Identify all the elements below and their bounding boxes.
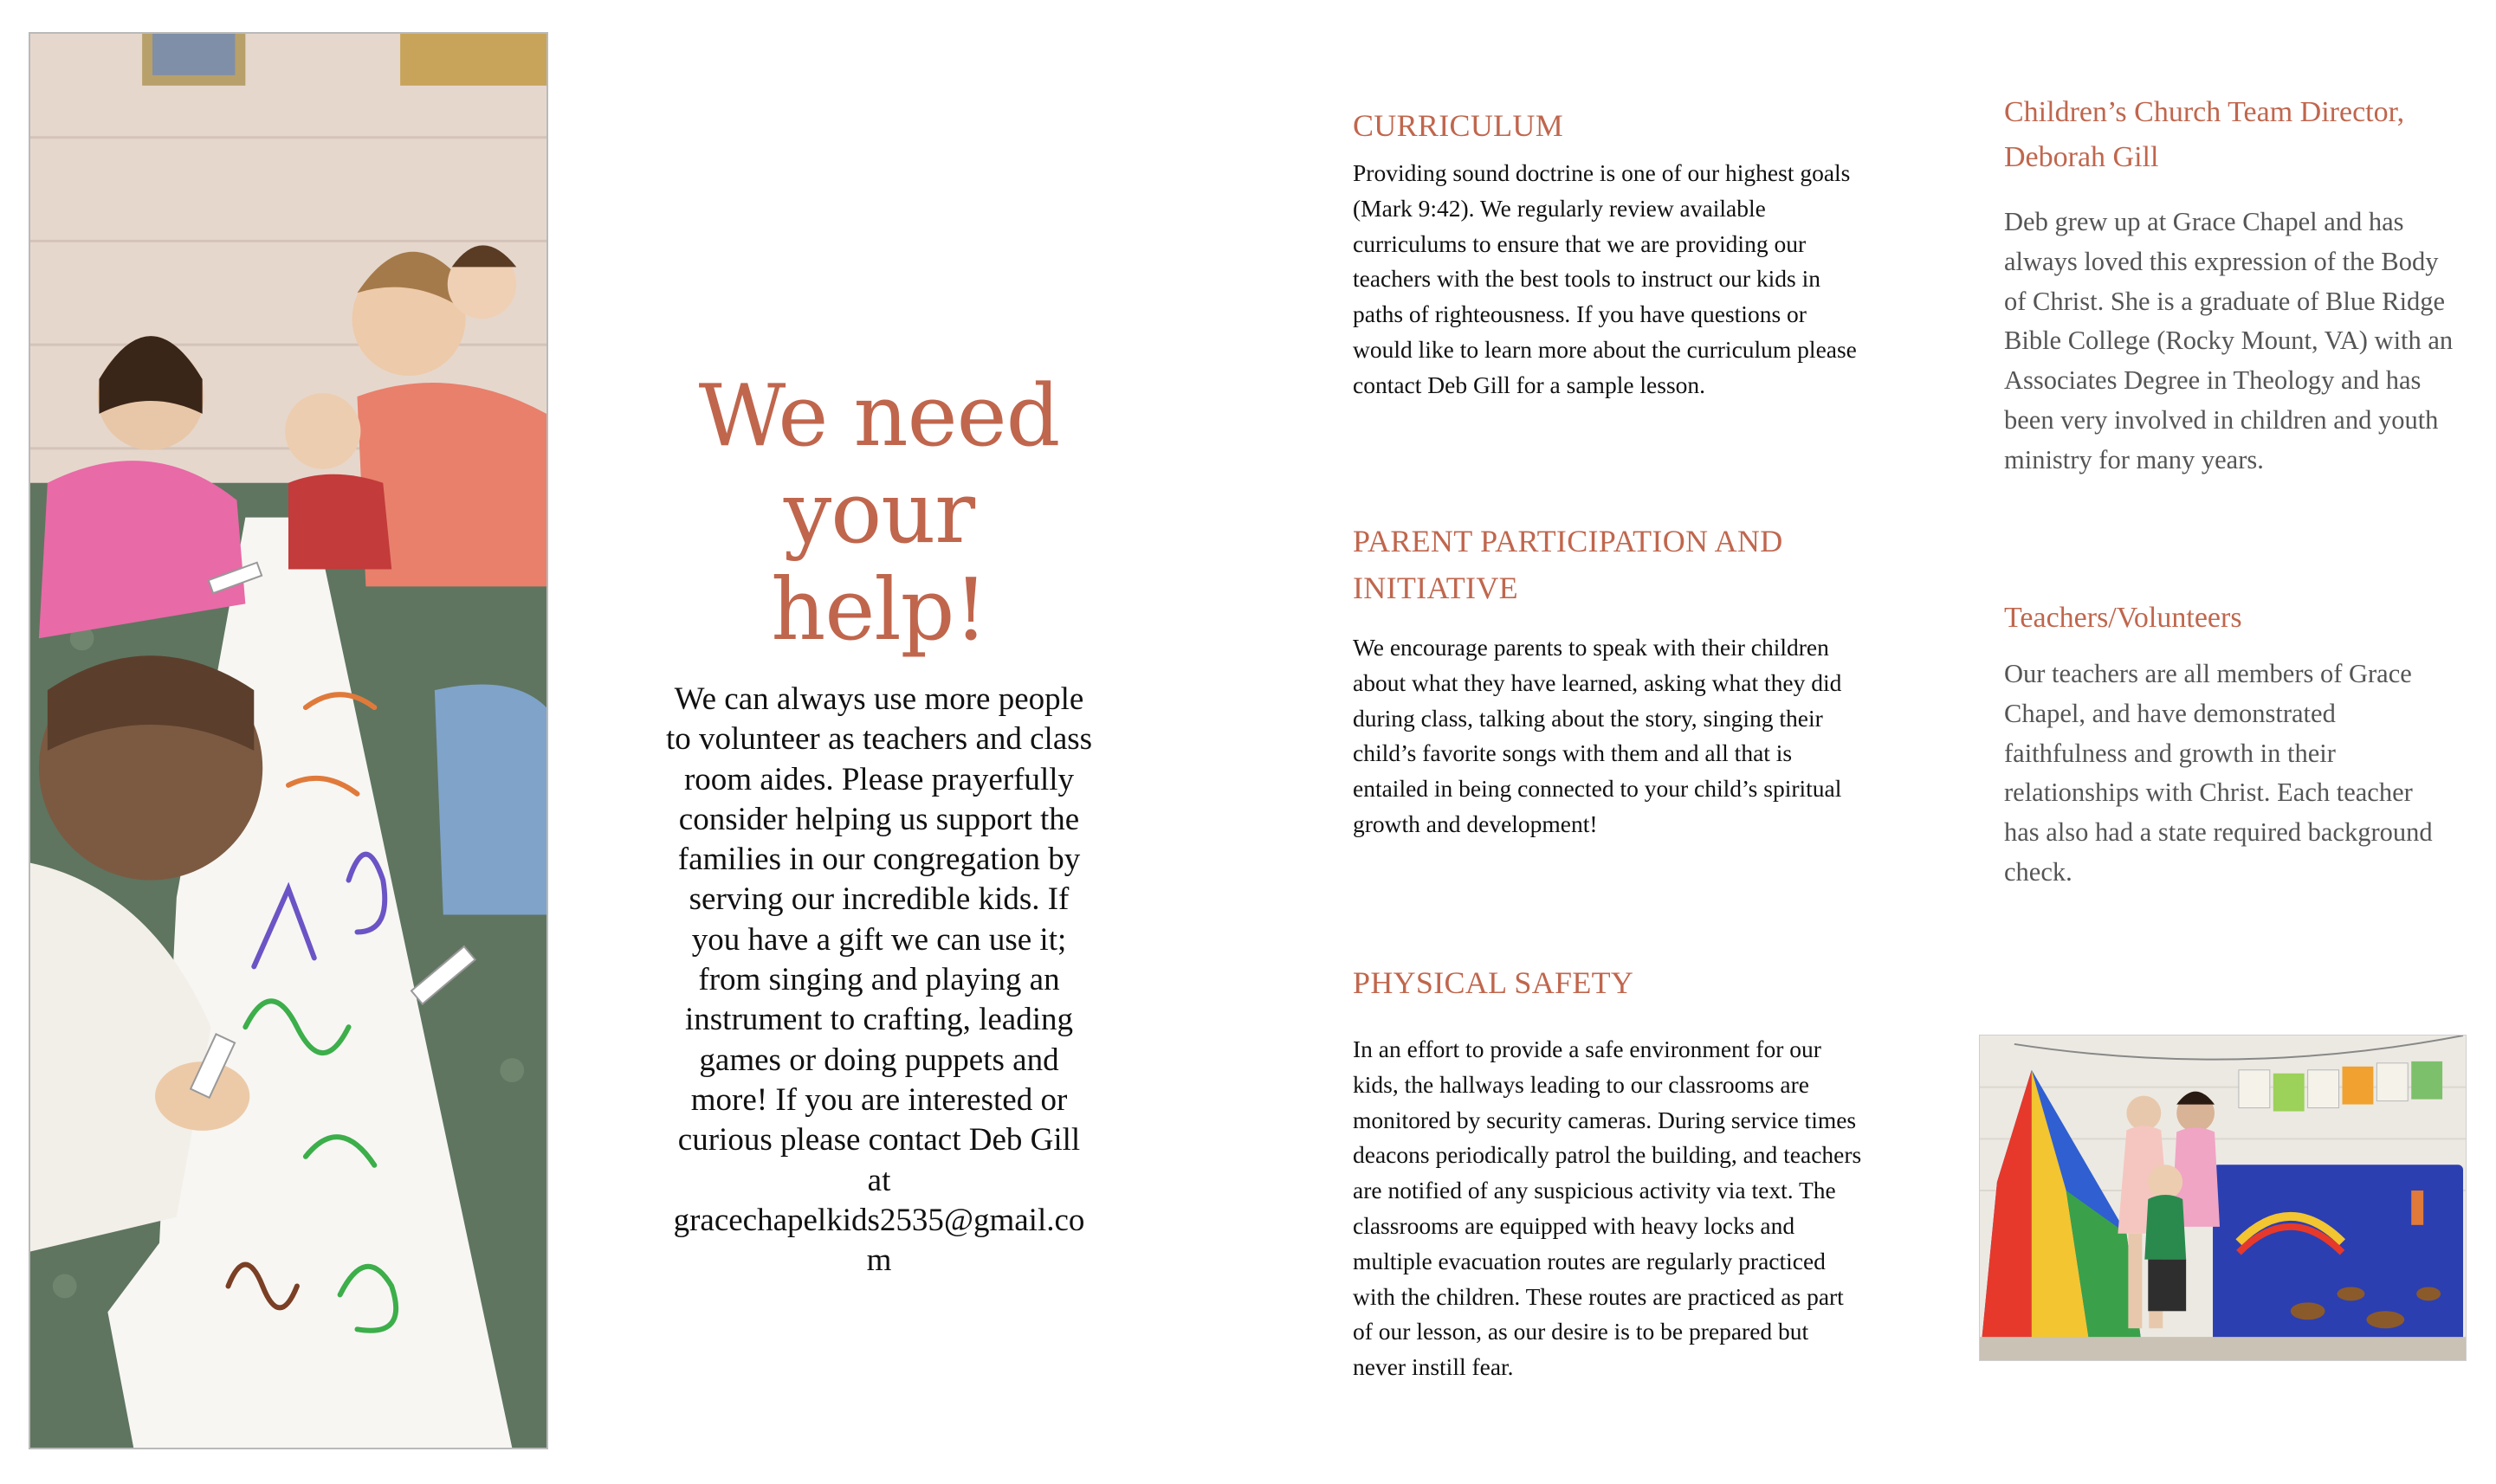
curriculum-section [1353, 102, 1864, 403]
parent-participation-heading: PARENT PARTICIPATION AND INITIATIVE [1353, 524, 1783, 605]
help-title: We need your help! [698, 367, 1060, 660]
parent-participation-section [1353, 518, 1864, 842]
children-drawing-illustration [30, 34, 546, 1448]
physical-safety-section [1353, 959, 1864, 1385]
curriculum-heading: CURRICULUM [1353, 108, 1564, 143]
curriculum-body: Providing sound doctrine is one of our highest goals (Mark 9:42). We regularly review available curriculums to ensure that we are providing our teachers with the best tools to instruct our kids in paths of righteousness. If you have questions or would like to learn more about the curriculum please contact Deb Gill for a sample lesson. [1353, 159, 1857, 398]
teachers-section [2004, 596, 2454, 893]
children-drawing-photo [29, 32, 548, 1449]
director-section [2004, 90, 2454, 481]
volunteer-appeal [663, 368, 1096, 1281]
director-heading: Children’s Church Team Director, Deborah Gill [2004, 96, 2405, 173]
physical-safety-body: In an effort to provide a safe environment for our kids, the hallways leading to our classrooms are monitored by security cameras. During service times deacons periodically patrol the building, and teachers are notified of any suspicious activity via text. The classrooms are equipped with heavy locks and multiple evacuation routes are regularly practiced with the children. These routes are practiced as part of our lesson, as our desire is to be prepared but never instill fear. [1353, 1036, 1862, 1381]
classroom-kids-photo [1979, 1035, 2467, 1361]
teachers-heading: Teachers/Volunteers [2004, 602, 2242, 634]
physical-safety-heading: PHYSICAL SAFETY [1353, 965, 1634, 1000]
classroom-kids-illustration [1980, 1036, 2466, 1360]
teachers-body: Our teachers are all members of Grace Chapel, and have demonstrated faithfulness and growth in their relationships with Christ. Each teacher has also had a state required background check. [2004, 659, 2433, 887]
director-body: Deb grew up at Grace Chapel and has always loved this expression of the Body of Christ. She is a graduate of Blue Ridge Bible College (Rocky Mount, VA) with an Associates Degree in Theology and has been very involved in children and youth ministry for many years. [2004, 207, 2454, 474]
parent-participation-body: We encourage parents to speak with their children about what they have learned, asking what they did during class, talking about the story, singing their child’s favorite songs with them and all that is entailed in being connected to your child’s spiritual growth and development! [1353, 634, 1842, 837]
help-body: We can always use more people to volunteer as teachers and class room aides. Please prayerfully consider helping us support the families in our congregation by serving our incredible kids. If you have a gift we can use it; from singing and playing an instrument to crafting, leading games or doing puppets and more! If you are interested or curious please contact Deb Gill at gracechapelkids2535@gmail.com [665, 681, 1093, 1279]
